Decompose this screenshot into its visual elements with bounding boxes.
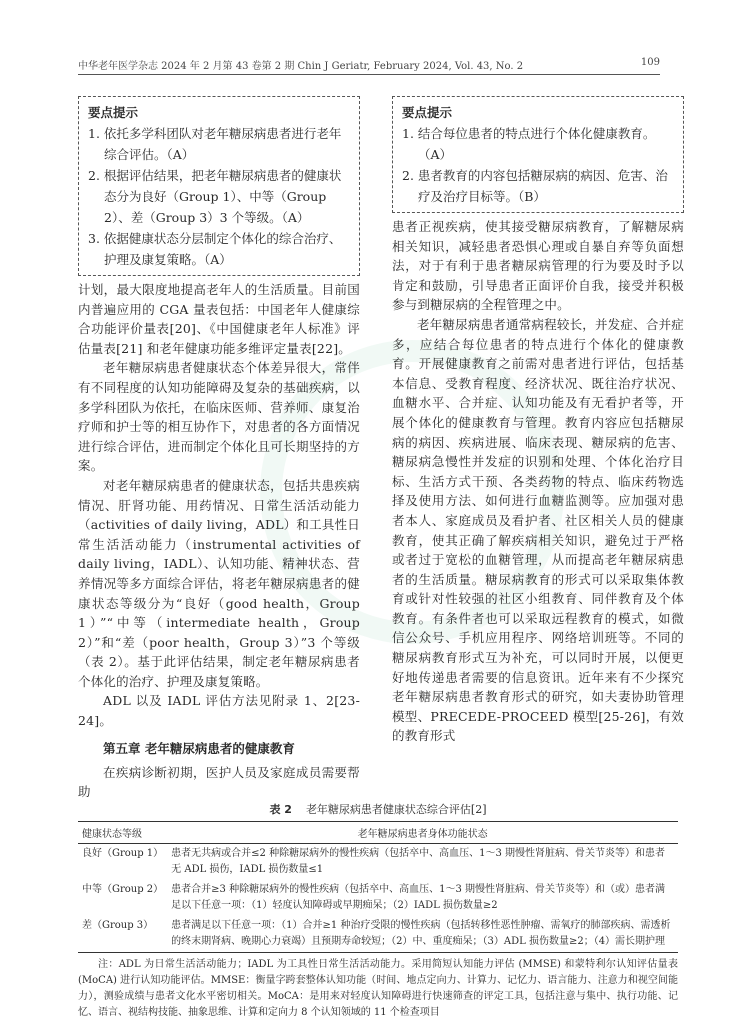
table-note: 注：ADL 为日常生活活动能力；IADL 为工具性日常生活活动能力。采用简短认知能力评估 (MMSE) 和蒙特利尔认知评估量表 (MoCA) 进行认知功能评估。MMSE：衡量字跨套整体认知功能（时间、地点定向力、计算力、记忆力、语言能力、注意力和视空间能力），测验成绩与患者文化水平密切相关。MoCA：是用来对轻度认知障碍进行快速筛查的评定工具，包括注意与集中、执行功能、记忆、语言、视结构技能、抽象思维、计算和定向力 8 个认知领域的 11 个检查项目 — [78, 959, 678, 1018]
table-caption: 老年糖尿病患者健康状态综合评估[2] — [305, 803, 487, 816]
page-header — [78, 54, 660, 75]
table-label: 表 2 — [269, 803, 292, 816]
key-points-title: 要点提示 — [402, 105, 453, 120]
body-paragraph: 老年糖尿病患者健康状态个体差异很大，常伴有不同程度的认知功能障碍及复杂的基础疾病，以多学科团队为依托，在临床医师、营养师、康复治疗师和护士等的相互协作下，对患者的各方面情况进行综合评估，进而制定个体化且可长期坚持的方案。 — [78, 360, 360, 474]
body-paragraph: 在疾病诊断初期，医护人员及家庭成员需要帮助 — [78, 764, 360, 800]
table — [78, 821, 678, 953]
table-cell-level: 差（Group 3） — [78, 916, 167, 953]
table-row — [78, 916, 678, 953]
journal-info: 中华老年医学杂志 2024 年 2 月第 43 卷第 2 期 Chin J Geriatr, February 2024, Vol. 43, No. 2 — [78, 61, 524, 72]
table-title — [78, 801, 678, 817]
key-point-item: 1. 依托多学科团队对老年糖尿病患者进行老年综合评估。（A） — [88, 126, 342, 162]
body-paragraph: ADL 以及 IADL 评估方法见附录 1、2[23-24]。 — [78, 693, 360, 729]
health-status-table — [78, 801, 678, 1021]
key-points-box-right — [392, 96, 684, 213]
table-cell-desc: 患者无共病或合并≤2 种除糖尿病外的慢性疾病（包括卒中、高血压、1～3 期慢性肾脏病、骨关节炎等）和患者无 ADL 损伤，IADL 损伤数量≤1 — [171, 848, 665, 875]
table-header-level: 健康状态等级 — [78, 822, 167, 844]
left-column — [78, 96, 360, 802]
page-number: 109 — [640, 57, 660, 68]
table-cell-level: 良好（Group 1） — [82, 848, 164, 859]
table-row — [78, 844, 678, 881]
right-column — [392, 96, 684, 746]
key-point-item: 1. 结合每位患者的特点进行个体化健康教育。（A） — [402, 126, 656, 162]
table-row — [78, 880, 678, 916]
body-paragraph: 对老年糖尿病患者的健康状态，包括共患疾病情况、肝肾功能、用药情况、日常生活活动能力（activities of daily living，ADL）和工具性日常生活活动能力（instrumental activities of daily living，IADL）、认知功能、精神状态、营养情况等多方面综合评估，将老年糖尿病患者的健康状态等级分为“良好（good health，Group 1）”“中等（intermediate health，Group 2）”和“差（poor health，Group 3）”3 个等级（表 2）。基于此评估结果，制定老年糖尿病患者个体化的治疗、护理及康复策略。 — [78, 477, 360, 689]
key-point-item: 3. 依据健康状态分层制定个体化的综合治疗、护理及康复策略。（A） — [88, 231, 342, 267]
body-paragraph: 患者正视疾病，使其接受糖尿病教育，了解糖尿病相关知识，减轻患者恐惧心理或自暴自弃等负面想法，对于有利于患者糖尿病管理的行为要及时予以肯定和鼓励，引导患者正面评价自我，接受并积极参与到糖尿病的全程管理之中。 — [392, 219, 684, 313]
body-paragraph: 计划，最大限度地提高老年人的生活质量。目前国内普遍应用的 CGA 量表包括：中国老年人健康综合功能评价量表[20]、《中国健康老年人标准》评估量表[21] 和老年健康功能多维评定量表[22]。 — [78, 282, 360, 356]
chapter-heading: 第五章 老年糖尿病患者的健康教育 — [103, 740, 295, 756]
body-paragraph: 老年糖尿病患者通常病程较长，并发症、合并症多，应结合每位患者的特点进行个体化的健康教育。开展健康教育之前需对患者进行评估，包括基本信息、受教育程度、经济状况、既往治疗状况、血糖水平、合并症、认知功能及有无看护者等，开展个体化的健康教育与管理。教育内容应包括糖尿病的病因、疾病进展、临床表现、糖尿病的危害、糖尿病急慢性并发症的识别和处理、个体化治疗目标、生活方式干预、各类药物的特点、临床药物选择及使用方法、如何进行血糖监测等。应加强对患者本人、家庭成员及看护者、社区相关人员的健康教育，使其正确了解疾病相关知识，避免过于严格或者过于宽松的血糖管理，从而提高老年糖尿病患者的生活质量。糖尿病教育的形式可以采取集体教育或针对性较强的社区小组教育、同伴教育及个体教育。有条件者也可以采取远程教育的模式，如微信公众号、手机应用程序、网络培训班等。不同的糖尿病教育形式互为补充，可以同时开展，以便更好地传递患者需要的信息资讯。近年来有不少探究老年糖尿病患者教育形式的研究，如夫妻协助管理模型、PRECEDE-PROCEED 模型[25-26]，有效的教育形式 — [392, 316, 684, 744]
table-cell-level: 中等（Group 2） — [82, 884, 164, 895]
key-points-title: 要点提示 — [88, 105, 139, 120]
key-point-item: 2. 根据评估结果，把老年糖尿病患者的健康状态分为良好（Group 1）、中等（Group 2）、差（Group 3）3 个等级。（A） — [88, 168, 342, 225]
table-cell-desc: 患者合并≥3 种除糖尿病外的慢性疾病（包括卒中、高血压、1～3 期慢性肾脏病、骨关节炎等）和（或）患者满足以下任意一项：（1）轻度认知障碍或早期痴呆；（2）IADL 损伤数量≥2 — [171, 884, 665, 911]
key-points-box-left — [78, 96, 360, 276]
table-header-status: 老年糖尿病患者身体功能状态 — [167, 822, 678, 844]
key-point-item: 2. 患者教育的内容包括糖尿病的病因、危害、治疗及治疗目标等。（B） — [402, 168, 668, 204]
table-cell-desc: 患者满足以下任意一项：（1）合并≥1 种治疗受限的慢性疾病（包括转移性恶性肿瘤、需氧疗的肺部疾病、需透析的终末期肾病、晚期心力衰竭）且预期寿命较短；（2）中、重度痴呆；（3）ADL 损伤数量≥2；（4）需长期护理 — [167, 916, 678, 953]
